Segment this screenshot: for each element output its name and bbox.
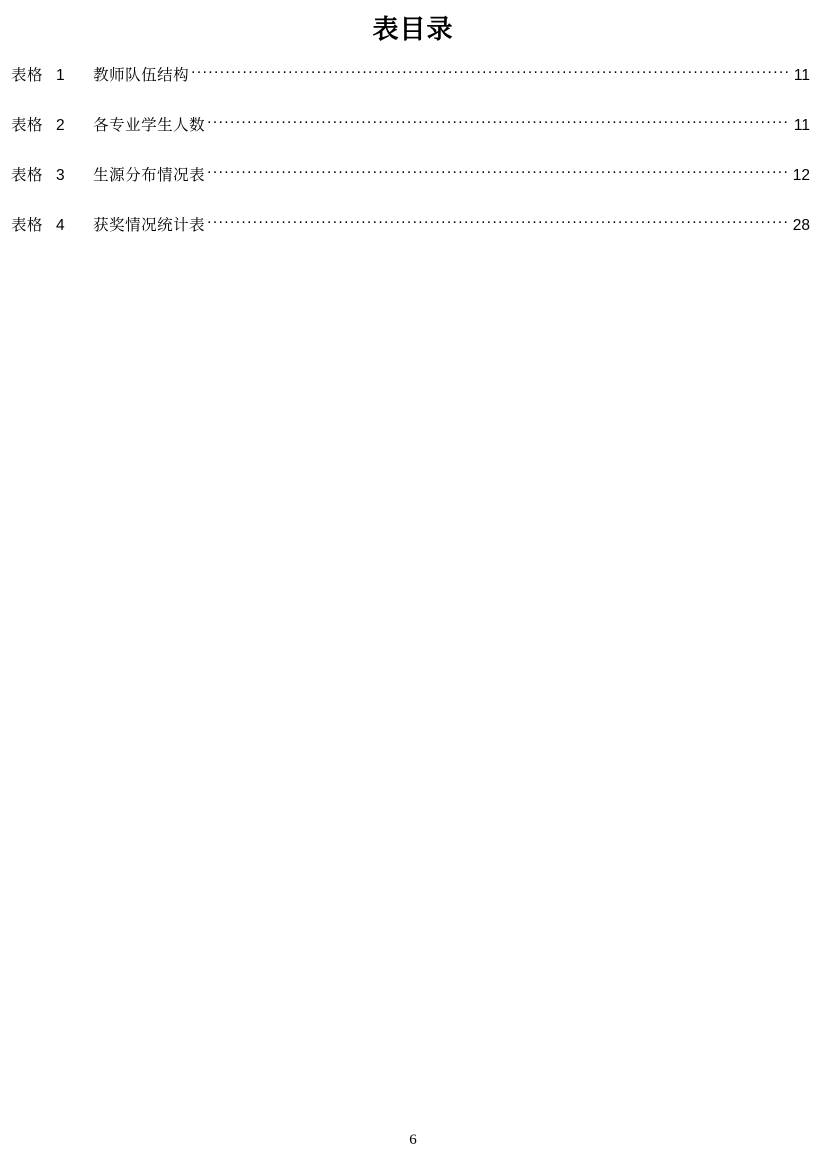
entry-label: 表格	[11, 167, 44, 184]
entry-label: 表格	[11, 217, 44, 234]
entry-title: 各专业学生人数	[93, 117, 206, 134]
entry-number: 4	[56, 217, 66, 234]
list-item[interactable]	[11, 214, 810, 236]
entry-label: 表格	[11, 67, 44, 84]
footer-page-number: 6	[409, 1132, 417, 1148]
leader-dots	[207, 214, 789, 230]
list-item[interactable]	[11, 114, 810, 136]
entry-title: 教师队伍结构	[93, 67, 190, 84]
entry-number: 3	[56, 167, 66, 184]
entry-page-number: 11	[793, 117, 810, 134]
entry-label: 表格	[11, 117, 44, 134]
page-title: 表目录	[372, 15, 454, 44]
table-of-tables	[0, 64, 826, 236]
leader-dots	[191, 64, 789, 80]
leader-dots	[207, 164, 789, 180]
entry-page-number: 28	[792, 217, 810, 234]
list-item[interactable]	[11, 64, 810, 86]
entry-title: 获奖情况统计表	[93, 217, 206, 234]
list-item[interactable]	[11, 164, 810, 186]
entry-number: 1	[56, 67, 66, 84]
entry-page-number: 11	[793, 67, 810, 84]
entry-title: 生源分布情况表	[93, 167, 206, 184]
leader-dots	[207, 114, 789, 130]
entry-page-number: 12	[792, 167, 810, 184]
entry-number: 2	[56, 117, 66, 134]
